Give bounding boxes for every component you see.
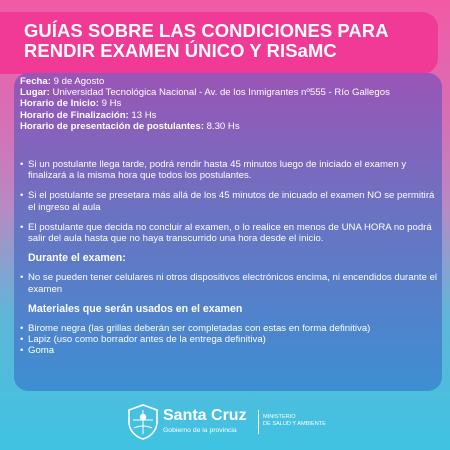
start-time-line xyxy=(20,98,440,109)
rule-text: El postulante que decida no concluir al examen, o lo realice en menos de UNA HORA no podrá salir del aula hasta que no haya transcurrido una hora desde el inicio. xyxy=(28,221,432,245)
arrival-time-line xyxy=(20,121,440,132)
place-value: Universidad Tecnológica Nacional - Av. de los Inmigrantes nº555 - Río Gallegos xyxy=(49,87,390,99)
footer-logo xyxy=(127,404,327,440)
start-time-value: 9 Hs xyxy=(98,98,122,110)
bullet-icon: • xyxy=(20,159,24,170)
ministry-line: DE SALUD Y AMBIENTE xyxy=(263,421,326,427)
list-item xyxy=(20,190,440,212)
bullet-icon: • xyxy=(20,334,24,346)
date-value: 9 de Agosto xyxy=(50,76,105,87)
material-text: Lapiz (uso como borrador antes de la entrega definitiva) xyxy=(28,334,266,346)
page-title: GUÍAS SOBRE LAS CONDICIONES PARA RENDIR EXAMEN ÚNICO Y RISaMC xyxy=(24,20,388,61)
arrival-time-value: 8.30 Hs xyxy=(203,120,240,132)
rules-list xyxy=(20,159,440,357)
end-time-label: Horario de Finalización: xyxy=(20,109,129,121)
brand-name: Santa Cruz xyxy=(163,407,247,424)
date-line xyxy=(20,76,440,87)
list-item xyxy=(20,159,440,181)
rule-text: Si un postulante llega tarde, podrá rendir hasta 45 minutos luego de iniciado el examen y finalizará a la misma hora que todos los postulantes. xyxy=(28,159,407,182)
brand-subtitle: Gobierno de la provincia xyxy=(163,427,237,434)
bullet-icon: • xyxy=(20,323,24,335)
bullet-icon: • xyxy=(20,221,24,233)
during-exam-heading: Durante el examen: xyxy=(28,252,126,265)
divider xyxy=(258,410,259,434)
start-time-label: Horario de Inicio: xyxy=(20,98,99,110)
bullet-icon: • xyxy=(20,190,24,202)
place-line xyxy=(20,87,440,98)
material-text: Goma xyxy=(28,345,55,357)
date-label: Fecha: xyxy=(20,76,51,87)
rule-text: Si el postulante se presetara más allá de los 45 minutos de inicuado el examen NO se permitirá el ingreso al aula xyxy=(28,190,435,213)
place-label: Lugar: xyxy=(20,87,50,99)
materials-heading: Materiales que serán usados en el examen xyxy=(28,302,243,315)
list-item xyxy=(20,334,440,345)
list-item xyxy=(20,272,440,294)
provincial-seal-icon xyxy=(127,404,159,440)
end-time-line xyxy=(20,110,440,121)
during-text: No se pueden tener celulares ni otros dispositivos electrónicos encima, ni encendidos durante el examen xyxy=(28,272,438,295)
event-details xyxy=(20,76,440,132)
end-time-value: 13 Hs xyxy=(128,109,157,121)
material-text: Birome negra (las grillas deberán ser completadas con estas en forma definitiva) xyxy=(28,323,371,335)
list-item xyxy=(20,222,440,244)
ministry-line: MINISTERIO xyxy=(263,414,296,420)
bullet-icon: • xyxy=(20,345,24,357)
arrival-time-label: Horario de presentación de postulantes: xyxy=(20,120,204,132)
bullet-icon: • xyxy=(20,272,24,284)
list-item xyxy=(20,323,440,334)
ministry-name xyxy=(263,414,343,428)
list-item xyxy=(20,345,440,356)
